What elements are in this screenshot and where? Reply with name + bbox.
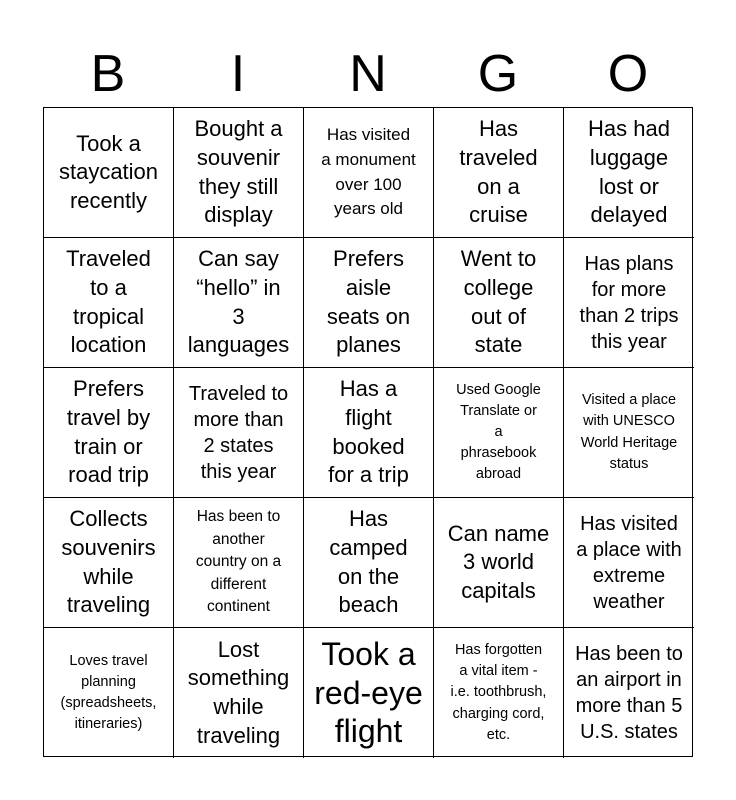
- cell-text: Took a red-eye flight: [314, 636, 423, 750]
- bingo-cell[interactable]: [44, 628, 174, 758]
- bingo-board: [43, 107, 693, 757]
- cell-text: Took a staycation recently: [58, 130, 159, 213]
- cell-text: Has been to another country on a different continent: [195, 508, 282, 616]
- bingo-cell[interactable]: [304, 108, 434, 238]
- bingo-cell[interactable]: [174, 498, 304, 628]
- bingo-cell[interactable]: [434, 108, 564, 238]
- bingo-cell[interactable]: [44, 368, 174, 498]
- bingo-cell[interactable]: [304, 368, 434, 498]
- cell-text: Traveled to a tropical location: [66, 246, 151, 358]
- cell-text: Has visited a monument over 100 years old: [321, 125, 416, 219]
- bingo-cell[interactable]: [564, 108, 694, 238]
- bingo-cell[interactable]: [44, 108, 174, 238]
- cell-text: Went to college out of state: [460, 246, 537, 358]
- bingo-cell[interactable]: [44, 238, 174, 368]
- bingo-cell[interactable]: [174, 238, 304, 368]
- cell-text: Has forgotten a vital item - i.e. toothbrush, charging cord, etc.: [450, 642, 547, 743]
- header-letter-b: B: [90, 45, 126, 103]
- cell-text: Prefers aisle seats on planes: [326, 246, 411, 358]
- header-letter-n: N: [349, 45, 387, 103]
- bingo-cell[interactable]: [304, 498, 434, 628]
- bingo-cell[interactable]: [434, 498, 564, 628]
- cell-text: Collects souvenirs while traveling: [61, 506, 156, 618]
- bingo-cell[interactable]: [304, 628, 434, 758]
- bingo-cell[interactable]: [434, 238, 564, 368]
- cell-text: Can name 3 world capitals: [447, 520, 550, 603]
- cell-text: Loves travel planning (spreadsheets, itineraries): [60, 652, 157, 733]
- bingo-cell[interactable]: [434, 628, 564, 758]
- cell-text: Used Google Translate or a phrasebook abroad: [456, 381, 541, 483]
- bingo-cell[interactable]: [564, 498, 694, 628]
- bingo-cell[interactable]: [564, 628, 694, 758]
- cell-text: Has been to an airport in more than 5 U.S. states: [575, 643, 683, 743]
- cell-text: Visited a place with UNESCO World Heritage status: [580, 392, 678, 472]
- bingo-cell[interactable]: [174, 108, 304, 238]
- cell-text: Prefers travel by train or road trip: [66, 376, 151, 488]
- bingo-cell[interactable]: [44, 498, 174, 628]
- bingo-cell[interactable]: [304, 238, 434, 368]
- bingo-cell[interactable]: [174, 368, 304, 498]
- bingo-cell[interactable]: [174, 628, 304, 758]
- cell-text: Has camped on the beach: [329, 506, 408, 618]
- cell-text: Traveled to more than 2 states this year: [188, 382, 289, 483]
- cell-text: Can say “hello” in 3 languages: [187, 246, 290, 358]
- cell-text: Lost something while traveling: [187, 636, 290, 748]
- cell-text: Has traveled on a cruise: [459, 116, 538, 228]
- cell-text: Has plans for more than 2 trips this year: [579, 252, 679, 353]
- header-letter-g: G: [477, 45, 519, 103]
- bingo-header: [43, 44, 693, 104]
- header-letter-o: O: [607, 45, 649, 103]
- bingo-cell[interactable]: [564, 238, 694, 368]
- cell-text: Has visited a place with extreme weather: [576, 512, 682, 613]
- header-letter-i: I: [230, 45, 246, 103]
- cell-text: Has had luggage lost or delayed: [588, 116, 670, 228]
- cell-text: Has a flight booked for a trip: [328, 376, 409, 488]
- cell-text: Bought a souvenir they still display: [194, 116, 283, 228]
- bingo-cell[interactable]: [434, 368, 564, 498]
- bingo-cell[interactable]: [564, 368, 694, 498]
